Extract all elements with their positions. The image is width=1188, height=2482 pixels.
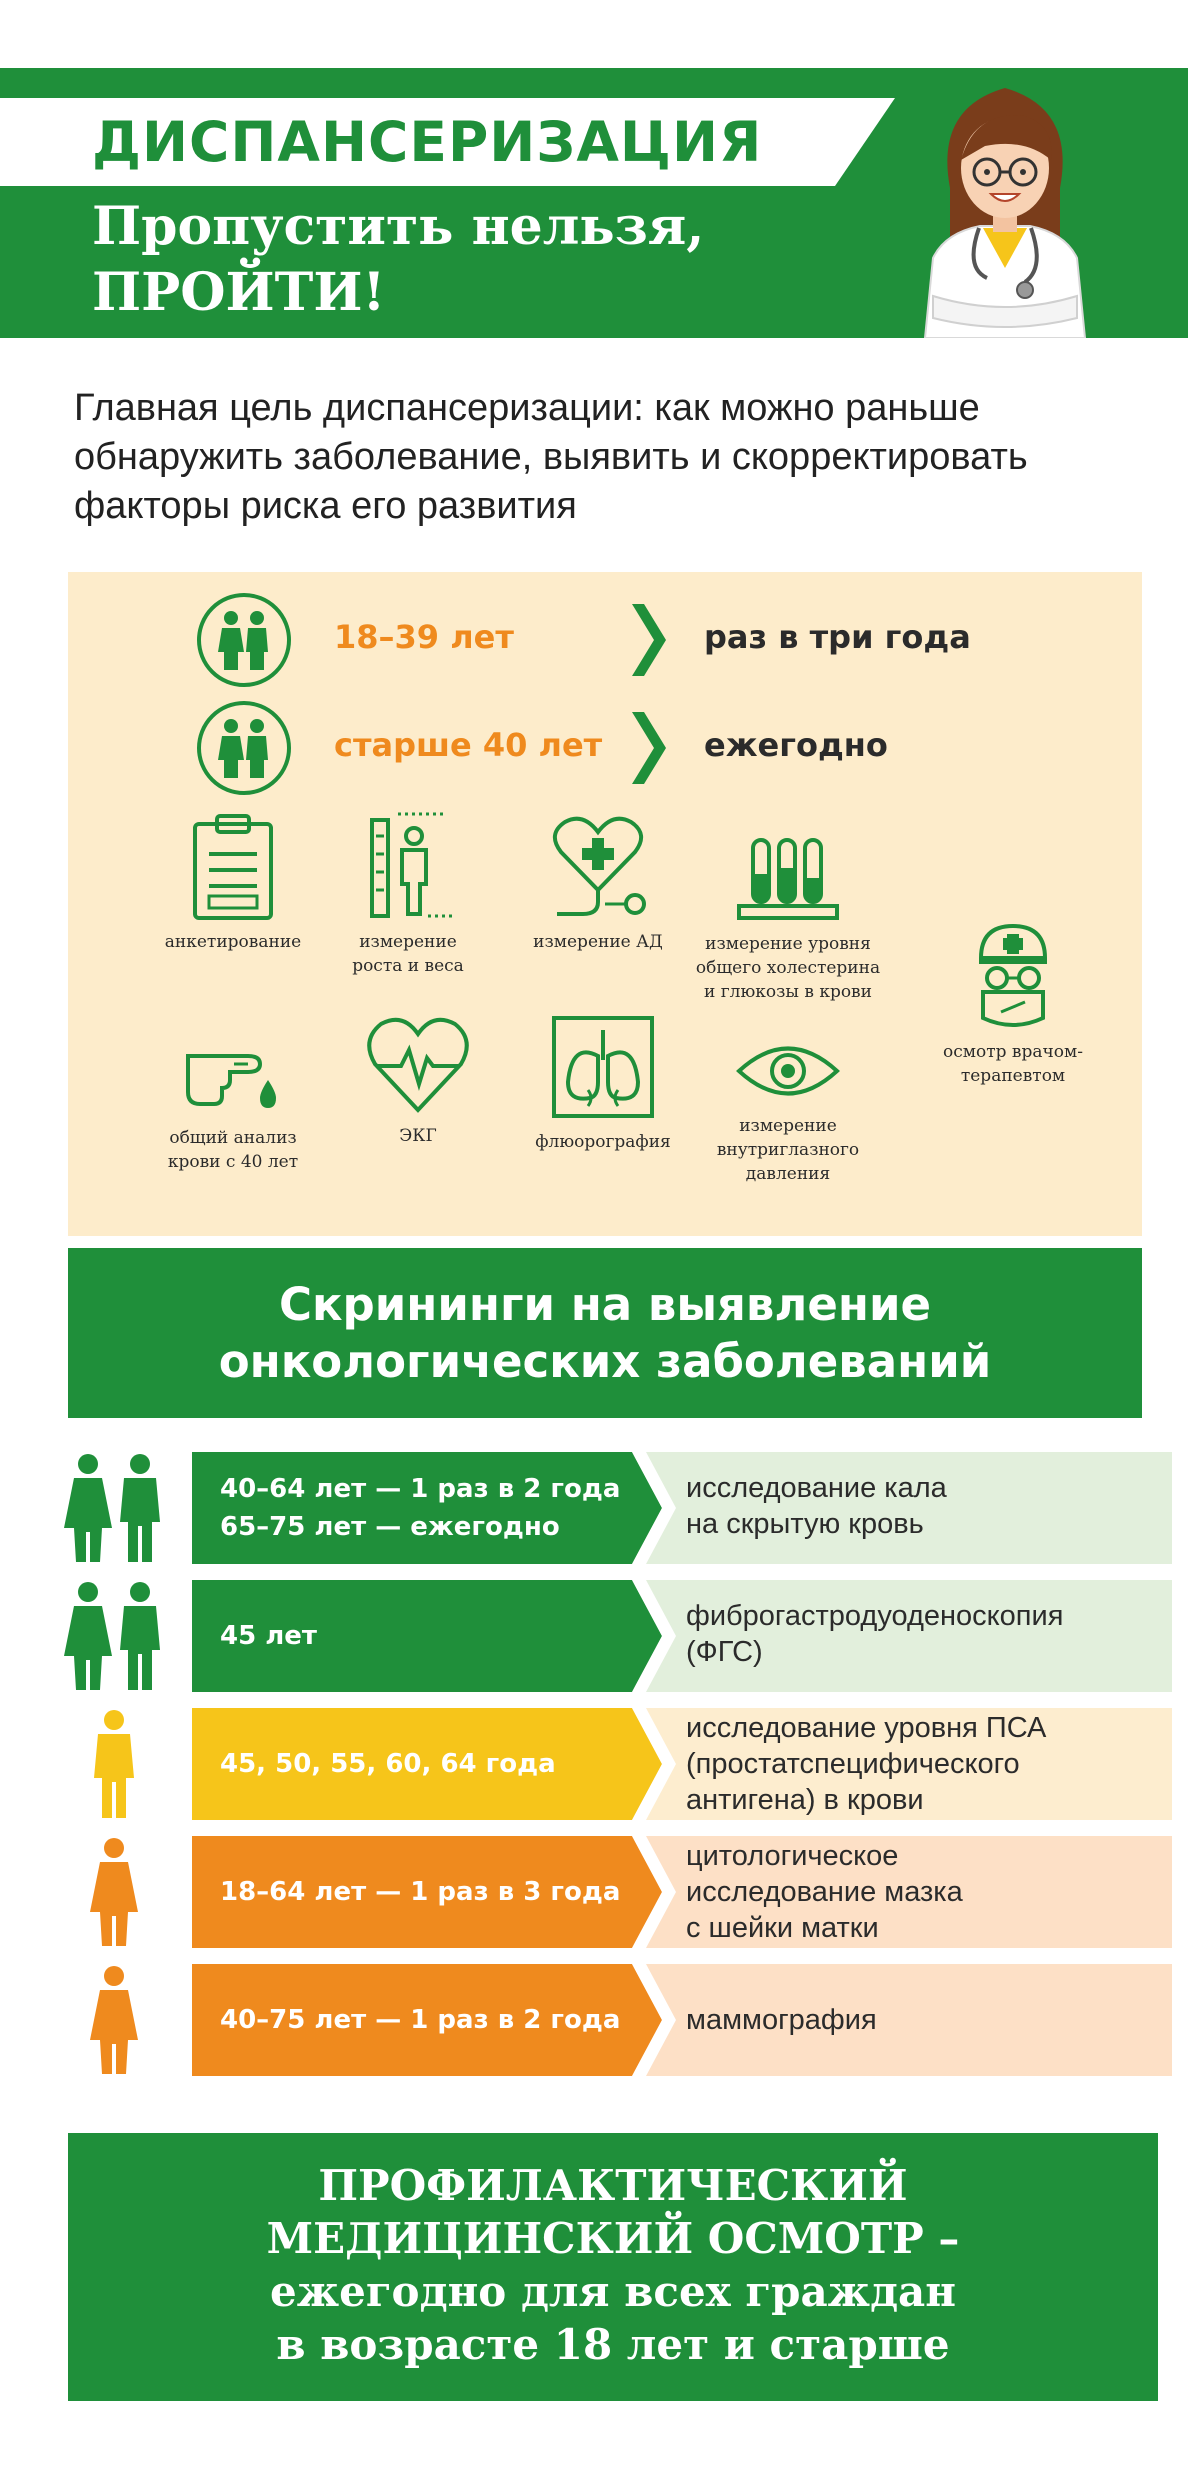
age-range-label: 18–39 лет [334,618,514,656]
exam-label-line: крови с 40 лет [167,1152,299,1172]
header-banner [0,68,1188,338]
screening-description [686,1598,1063,1670]
exam-label: флюорография [535,1132,671,1152]
goal-text [74,384,1134,531]
screening-desc-line: исследование уровня ПСА [686,1712,1047,1744]
exam-label [148,1126,318,1174]
clipboard-icon [183,812,283,922]
screening-row [0,1452,1188,1564]
frequency-row [68,698,1142,798]
exam-label: измерение АД [533,932,663,952]
screening-banner-line: Скрининги на выявление [278,1278,932,1331]
exam-label-line: общий анализ [169,1128,297,1148]
goal-line: факторы риска его развития [74,485,577,527]
screening-banner [68,1248,1142,1418]
checkup-panel [68,572,1142,1236]
exam-label-line: общего холестерина [695,958,881,978]
screening-desc-line: антигена) в крови [686,1784,924,1816]
screening-row [0,1964,1188,2076]
screening-age [220,1617,317,1655]
screening-desc-line: исследование кала [686,1472,947,1504]
screening-description [686,1838,963,1946]
screening-desc-line: на скрытую кровь [686,1508,924,1540]
footer-line: ПРОФИЛАКТИЧЕСКИЙ [318,2161,908,2210]
exam-label-line: терапевтом [960,1066,1066,1086]
screening-desc-line: (ФГС) [686,1636,763,1668]
exam-cholesterol-glucose [688,834,888,1004]
screening-age-line: 40–64 лет — 1 раз в 2 года [220,1474,621,1504]
screening-banner-line: онкологических заболеваний [218,1335,992,1388]
exam-label-line: измерение [739,1116,837,1136]
screening-age-line: 45 лет [220,1621,317,1651]
exam-label-line: давления [745,1164,831,1184]
screening-desc-line: фиброгастродуоденоскопия [686,1600,1064,1632]
test-tubes-icon [733,834,843,924]
footer-line: ежегодно для всех граждан [269,2267,957,2316]
heart-ecg-icon [363,1012,473,1116]
exam-blood-pressure [518,810,678,954]
exam-ecg [348,1012,488,1148]
exam-label-line: внутриглазного [716,1140,860,1160]
exam-therapist [908,922,1118,1088]
screening-row [0,1708,1188,1820]
exam-label [703,1114,873,1186]
exam-label-line: роста и веса [352,956,464,976]
screening-description [686,1470,947,1542]
exam-blood-test [148,1018,318,1174]
exam-label-line: измерение уровня [705,934,871,954]
woman-figure-icon [60,1964,170,2076]
checkup-footer-banner [68,2133,1158,2401]
exam-label [688,932,888,1004]
screening-row [0,1836,1188,1948]
exam-label [328,930,488,978]
screening-age-line: 40–75 лет — 1 раз в 2 года [220,2005,621,2035]
couple-icon [194,698,294,798]
couple-figures-icon [60,1580,170,1692]
lungs-xray-icon [548,1012,658,1122]
eye-icon [733,1036,843,1106]
exam-fluorography [518,1012,688,1154]
screening-desc-line: цитологическое [686,1840,899,1872]
footer-line: МЕДИЦИНСКИЙ ОСМОТР – [266,2214,960,2263]
exam-label-line: и глюкозы в крови [704,982,872,1002]
screening-row [0,1580,1188,1692]
screening-desc-line: (простатспецифического [686,1748,1020,1780]
frequency-row [68,590,1142,690]
screening-age [220,1745,556,1783]
screening-description [686,2002,877,2038]
frequency-label: раз в три года [704,618,971,656]
exam-label-line: осмотр врачом- [943,1042,1083,1062]
exam-eye-pressure [703,1036,873,1186]
age-range-label: старше 40 лет [334,726,603,764]
goal-line: Главная цель диспансеризации: как можно раньше [74,387,980,429]
exam-label: анкетирование [164,932,302,952]
exam-height-weight [328,810,488,978]
screening-age [220,2001,620,2039]
blood-pressure-icon [543,810,653,922]
screening-desc-line: с шейки матки [686,1912,879,1944]
exam-label-line: измерение [359,932,457,952]
screening-description [686,1710,1046,1818]
screening-age [220,1470,620,1546]
couple-icon [194,590,294,690]
screening-age-line: 65–75 лет — ежегодно [220,1512,560,1542]
header-subtitle-line2: ПРОЙТИ! [92,262,386,323]
finger-blood-icon [178,1018,288,1118]
exam-label [908,1040,1118,1088]
goal-line: обнаружить заболевание, выявить и скорректировать [74,436,1028,478]
screening-age-line: 18–64 лет — 1 раз в 3 года [220,1877,621,1907]
couple-figures-icon [60,1452,170,1564]
exam-label: ЭКГ [399,1126,437,1146]
screening-age-line: 45, 50, 55, 60, 64 года [220,1749,556,1779]
height-ruler-icon [358,810,458,922]
exam-questionnaire [148,812,318,954]
screening-age [220,1873,620,1911]
doctor-icon [963,922,1063,1032]
header-title: ДИСПАНСЕРИЗАЦИЯ [92,110,763,174]
doctor-illustration-icon [905,68,1105,338]
chevron-right-icon [628,604,668,676]
screening-desc-line: исследование мазка [686,1876,963,1908]
woman-figure-icon [60,1836,170,1948]
footer-line: в возрасте 18 лет и старше [276,2320,950,2369]
chevron-right-icon [628,712,668,784]
man-figure-icon [60,1708,170,1820]
header-subtitle [92,194,704,326]
header-subtitle-line1: Пропустить нельзя, [92,196,705,257]
screening-desc-line: маммография [686,2004,877,2036]
frequency-label: ежегодно [704,726,888,764]
